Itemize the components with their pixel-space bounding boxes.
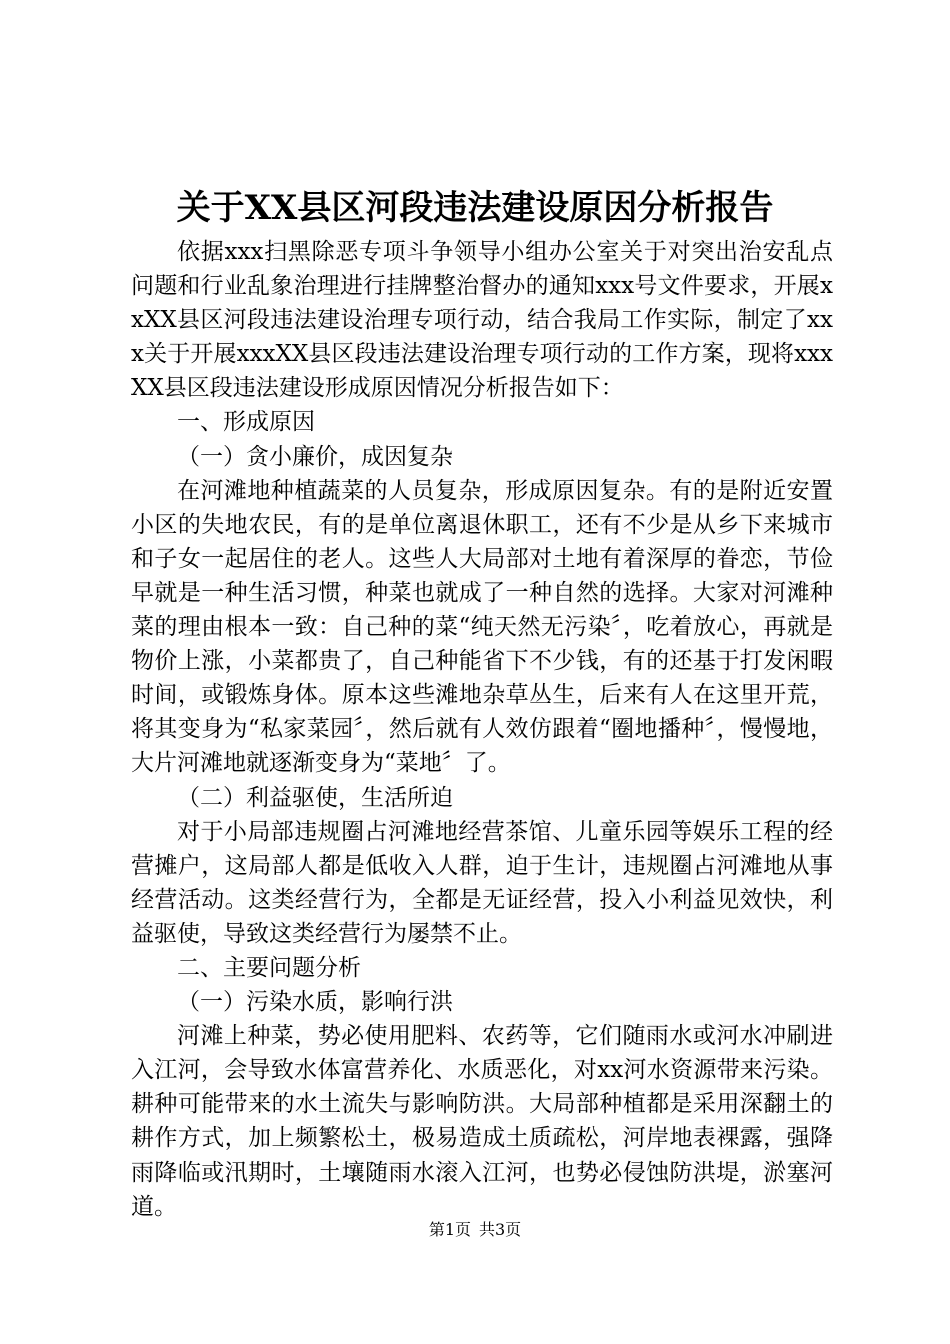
section1-sub1-paragraph: 在河滩地种植蔬菜的人员复杂，形成原因复杂。有的是附近安置小区的失地农民，有的是单位离退休职工，还有不少是从乡下来城市和子女一起居住的老人。这些人大局部对土地有着深厚的眷恋，节俭早就是一种生活习惯，种菜也就成了一种自然的选择。大家对河滩种菜的理由根本一致：自己种的菜“纯天然无污染〞，吃着放心，再就是物价上涨，小菜都贵了，自己种能省下不少钱，有的还基于打发闲暇时间，或锻炼身体。原本这些滩地杂草丛生，后来有人在这里开荒，将其变身为“私家菜园〞，然后就有人效仿跟着“圈地播种〞，慢慢地，大片河滩地就逐渐变身为“菜地〞了。: [131, 477, 833, 777]
document-title: 关于XX县区河段违法建设原因分析报告: [176, 188, 774, 228]
section1-sub1-heading: （一）贪小廉价，成因复杂: [177, 443, 453, 470]
section1-heading: 一、形成原因: [177, 409, 315, 436]
document-body: [131, 235, 833, 1224]
page-total: 共3页: [479, 1220, 522, 1239]
page-footer: [0, 1218, 950, 1242]
section1-sub2-paragraph: 对于小局部违规圈占河滩地经营茶馆、儿童乐园等娱乐工程的经营摊户，这局部人都是低收入人群，迫于生计，违规圈占河滩地从事经营活动。这类经营行为，全都是无证经营，投入小利益见效快，利益驱使，导致这类经营行为屡禁不止。: [131, 818, 833, 947]
section2-heading: 二、主要问题分析: [177, 954, 361, 981]
section1-sub2-heading: （二）利益驱使，生活所迫: [177, 784, 453, 811]
intro-paragraph: 依据xxx扫黑除恶专项斗争领导小组办公室关于对突出治安乱点问题和行业乱象治理进行挂牌整治督办的通知xxx号文件要求，开展xxXX县区河段违法建设治理专项行动，结合我局工作实际，制定了xxx关于开展xxxXX县区段违法建设治理专项行动的工作方案，现将xxxXX县区段违法建设形成原因情况分析报告如下：: [131, 239, 833, 402]
section2-sub1-paragraph: 河滩上种菜，势必使用肥料、农药等，它们随雨水或河水冲刷进入江河，会导致水体富营养化、水质恶化，对xx河水资源带来污染。耕种可能带来的水土流失与影响防洪。大局部种植都是采用深翻土的耕作方式，加上频繁松土，极易造成土质疏松，河岸地表裸露，强降雨降临或汛期时，土壤随雨水滚入江河，也势必侵蚀防洪堤，淤塞河道。: [131, 1023, 833, 1220]
section2-sub1-heading: （一）污染水质，影响行洪: [177, 989, 453, 1016]
page-number: 第1页: [428, 1220, 471, 1239]
